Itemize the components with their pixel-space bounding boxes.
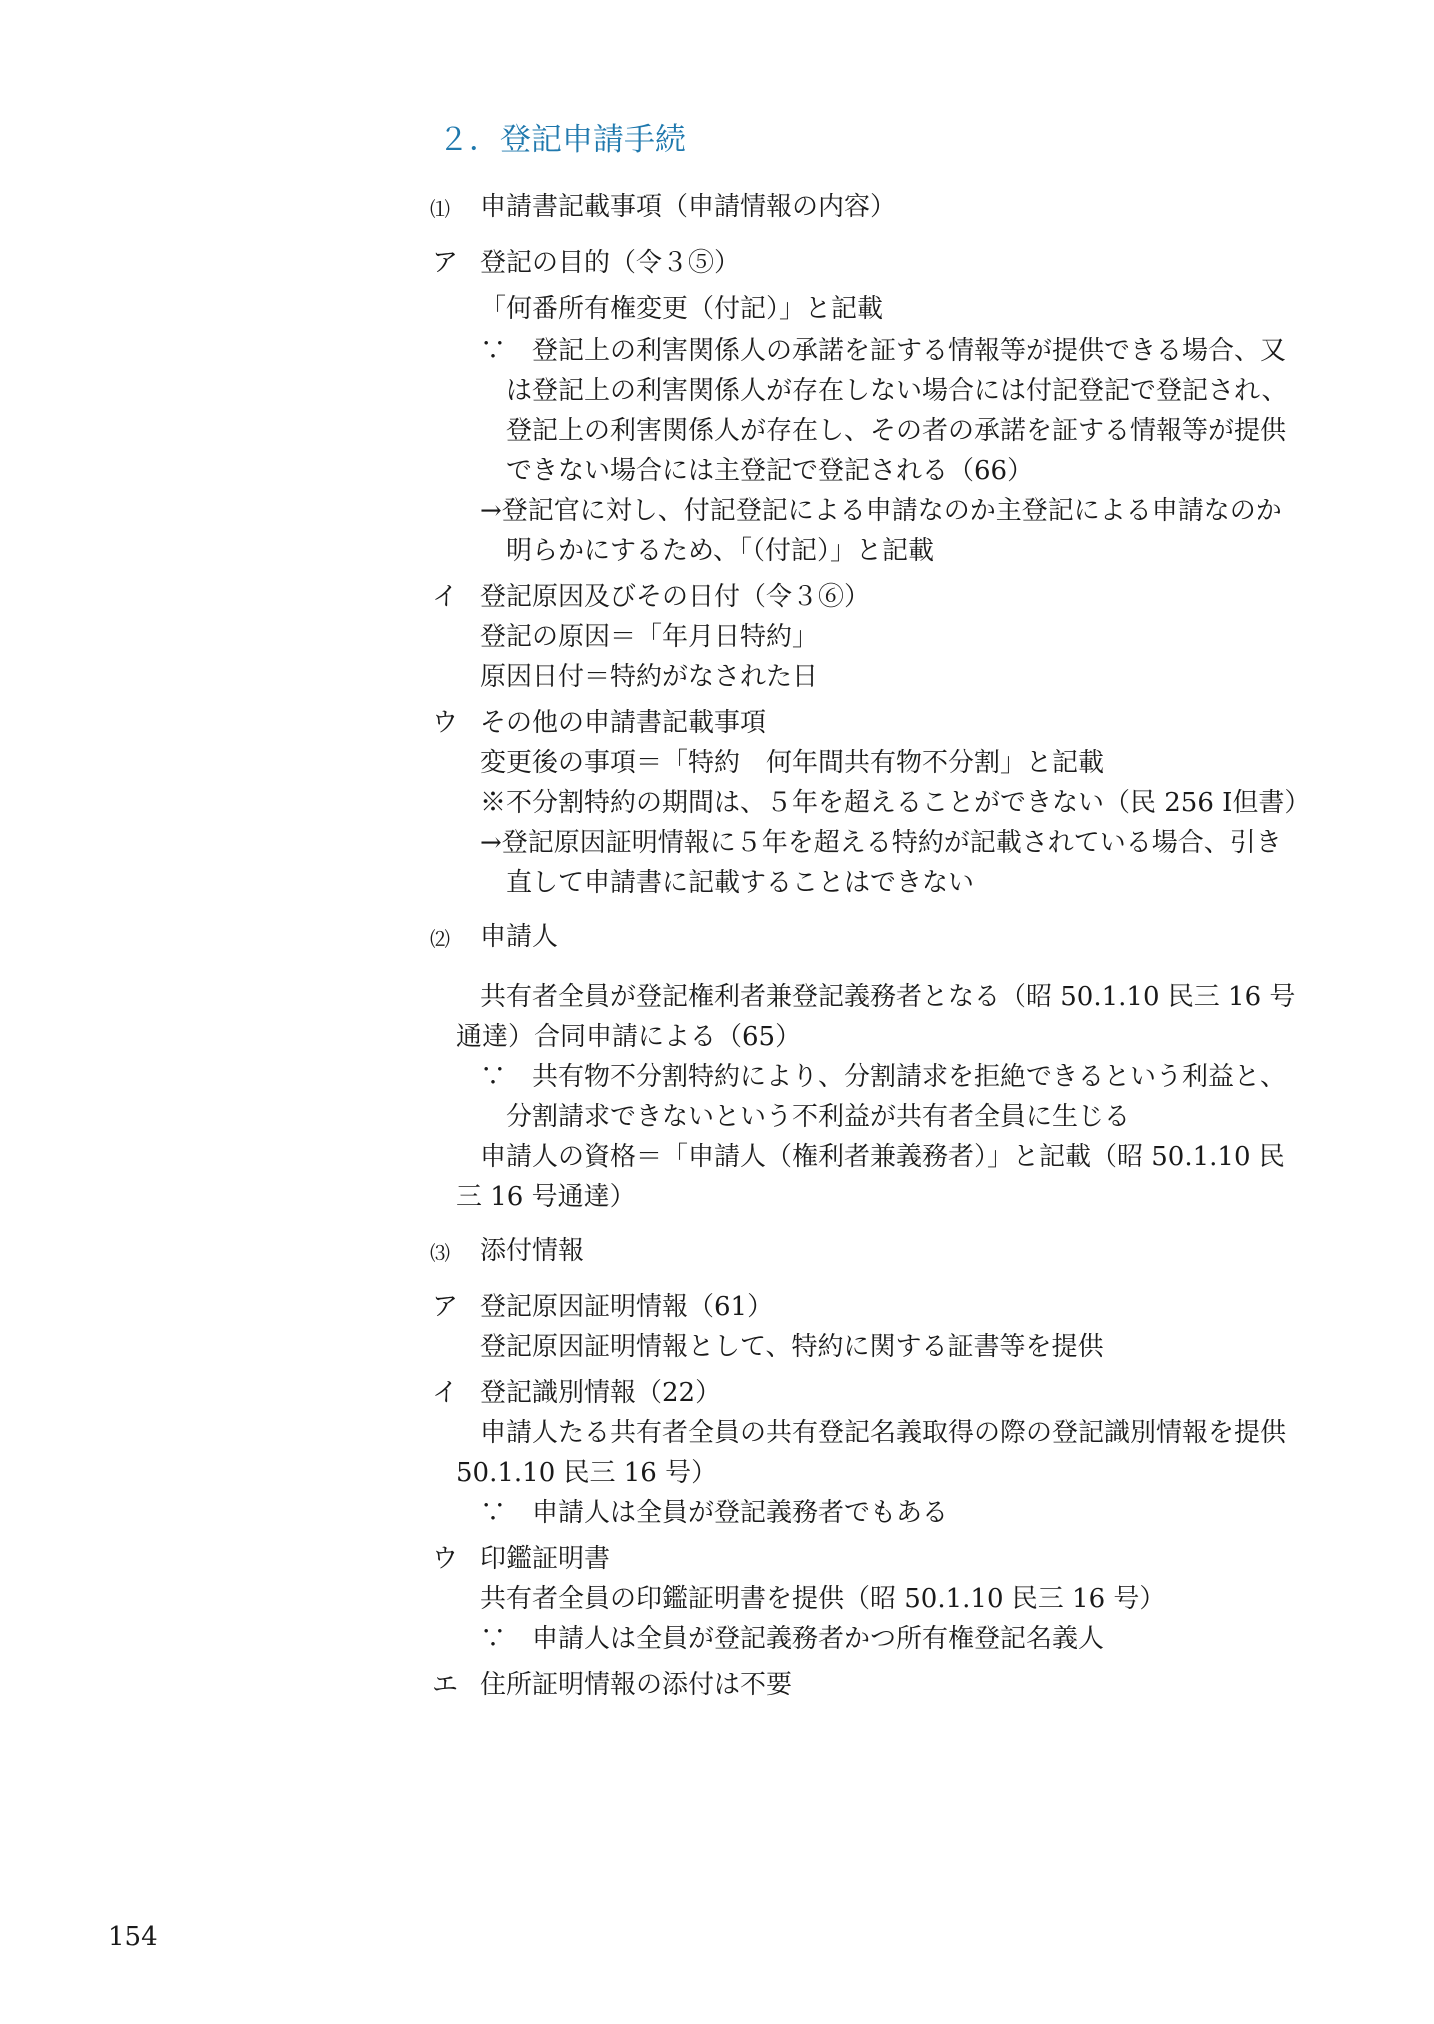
text-line: 登記原因証明情報として、特約に関する証書等を提供 — [480, 1332, 1104, 1362]
text-line: 直して申請書に記載することはできない — [506, 868, 975, 898]
item-mark: イ — [432, 582, 459, 612]
item-mark: ア — [432, 248, 459, 278]
item-heading: 登記原因証明情報（61） — [480, 1292, 774, 1322]
item-mark: ⑴ — [430, 197, 450, 221]
text-line: 明らかにするため、「（付記）」と記載 — [506, 536, 934, 566]
text-line: 変更後の事項＝「特約 何年間共有物不分割」と記載 — [480, 748, 1105, 778]
text-line: 「何番所有権変更（付記）」と記載 — [480, 294, 884, 324]
subsection-heading: 添付情報 — [480, 1236, 585, 1266]
text-line: 三 16 号通達） — [456, 1182, 636, 1212]
item-heading: その他の申請書記載事項 — [480, 708, 767, 738]
text-line: 共有者全員の印鑑証明書を提供（昭 50.1.10 民三 16 号） — [480, 1584, 1166, 1614]
text-line: ∵ 共有物不分割特約により、分割請求を拒絶できるという利益と、 — [480, 1062, 1287, 1092]
text-line: ∵ 申請人は全員が登記義務者でもある — [480, 1498, 949, 1528]
text-line: 通達）合同申請による（65） — [456, 1022, 802, 1052]
text-line: ※不分割特約の期間は、５年を超えることができない（民 256 Ⅰ但書） — [480, 788, 1311, 818]
item-mark: ⑵ — [430, 927, 450, 951]
text-line: →登記官に対し、付記登記による申請なのか主登記による申請なのか — [480, 496, 1282, 526]
subsection-heading: 申請書記載事項（申請情報の内容） — [480, 192, 897, 222]
page-number: 154 — [108, 1922, 158, 1952]
item-heading: 登記の目的（令３⑤） — [480, 248, 741, 278]
item-mark: ウ — [432, 1544, 459, 1574]
text-line: 申請人の資格＝「申請人（権利者兼義務者）」と記載（昭 50.1.10 民 — [480, 1142, 1285, 1172]
text-line: 申請人たる共有者全員の共有登記名義取得の際の登記識別情報を提供 — [480, 1418, 1287, 1448]
section-title: ２．登記申請手続 — [438, 122, 686, 158]
item-mark: ⑶ — [430, 1241, 450, 1265]
subsection-heading: 申請人 — [480, 922, 559, 952]
item-mark: ア — [432, 1292, 459, 1322]
text-line: 登記の原因＝「年月日特約」 — [480, 622, 819, 652]
item-heading: 住所証明情報の添付は不要 — [480, 1670, 793, 1700]
text-line: 登記上の利害関係人が存在し、その者の承諾を証する情報等が提供 — [506, 416, 1287, 446]
text-line: できない場合には主登記で登記される（66） — [506, 456, 1034, 486]
item-heading: 印鑑証明書 — [480, 1544, 611, 1574]
text-line: 50.1.10 民三 16 号） — [456, 1458, 718, 1488]
item-heading: 登記原因及びその日付（令３⑥） — [480, 582, 871, 612]
text-line: は登記上の利害関係人が存在しない場合には付記登記で登記され、 — [506, 376, 1288, 406]
item-mark: ウ — [432, 708, 459, 738]
text-line: 共有者全員が登記権利者兼登記義務者となる（昭 50.1.10 民三 16 号 — [480, 982, 1296, 1012]
item-heading: 登記識別情報（22） — [480, 1378, 722, 1408]
text-line: ∵ 申請人は全員が登記義務者かつ所有権登記名義人 — [480, 1624, 1105, 1654]
text-line: →登記原因証明情報に５年を超える特約が記載されている場合、引き — [480, 828, 1282, 858]
item-mark: イ — [432, 1378, 459, 1408]
text-line: 分割請求できないという不利益が共有者全員に生じる — [506, 1102, 1131, 1132]
text-line: ∵ 登記上の利害関係人の承諾を証する情報等が提供できる場合、又 — [480, 336, 1287, 366]
text-line: 原因日付＝特約がなされた日 — [480, 662, 819, 692]
item-mark: エ — [432, 1670, 459, 1700]
